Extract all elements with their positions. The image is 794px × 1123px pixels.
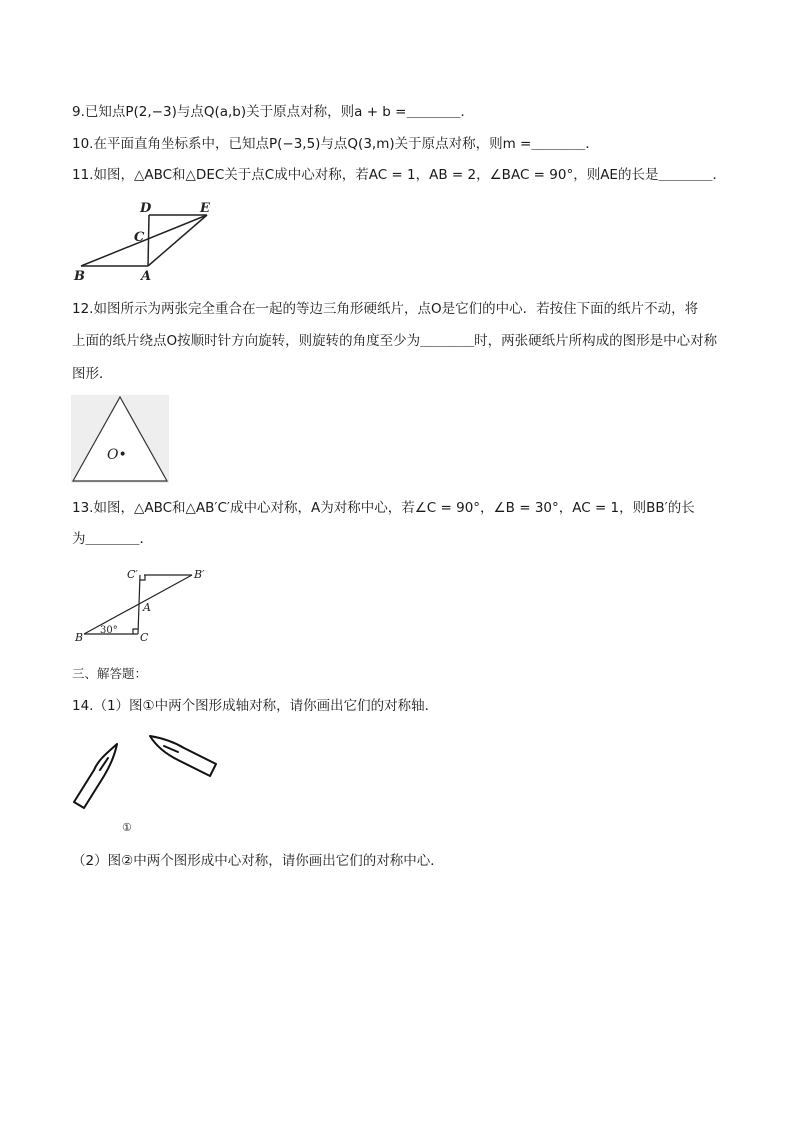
boat-stripe-right [164, 746, 178, 752]
label-a: A [143, 601, 151, 614]
label-c-prime: C′ [127, 568, 138, 581]
figure-q12 [71, 395, 169, 483]
question-9: 9.已知点P(2,−3)与点Q(a,b)关于原点对称，则a + b =＿＿＿＿． [72, 104, 474, 120]
question-11: 11.如图，△ABC和△DEC关于点C成中心对称，若AC = 1，AB = 2，∠BAC = 90°，则AE的长是＿＿＿＿． [72, 167, 726, 183]
figure-q14-1 [70, 732, 230, 832]
label-b: B [75, 631, 84, 644]
segment-ae [148, 215, 207, 266]
figure-label-1: ① [122, 821, 132, 832]
question-14-part-2: （2）图②中两个图形成中心对称，请你画出它们的对称中心． [72, 853, 444, 869]
label-a: A [141, 269, 152, 284]
question-12-line-3: 图形． [72, 366, 113, 382]
label-c: C [140, 631, 149, 644]
label-c: C [134, 230, 145, 245]
label-o: O• [107, 447, 127, 463]
figure-q11 [68, 198, 228, 288]
label-d: D [140, 201, 152, 216]
figure-q13 [72, 565, 222, 647]
question-13-line-2: 为＿＿＿＿． [72, 531, 153, 547]
label-angle: 30° [100, 625, 118, 636]
question-10: 10.在平面直角坐标系中，已知点P(−3,5)与点Q(3,m)关于原点对称，则m =＿＿＿＿． [72, 136, 599, 152]
right-angle-mark-cprime [140, 575, 145, 580]
boat-shape-right [150, 736, 216, 776]
segment-ad [148, 215, 149, 266]
question-12-line-2: 上面的纸片绕点O按顺时针方向旋转，则旋转的角度至少为＿＿＿＿时，两张硬纸片所构成的图形是中心对称 [72, 333, 718, 349]
label-e: E [200, 201, 210, 216]
question-14-part-1: 14.（1）图①中两个图形成轴对称，请你画出它们的对称轴． [72, 698, 439, 714]
question-13-line-1: 13.如图，△ABC和△AB′C′成中心对称，A为对称中心，若∠C = 90°，∠B = 30°，AC = 1，则BB′的长 [72, 500, 695, 516]
section-3-heading: 三、解答题： [72, 666, 148, 681]
question-12-line-1: 12.如图所示为两张完全重合在一起的等边三角形硬纸片，点O是它们的中心．若按住下面的纸片不动，将 [72, 301, 699, 317]
label-b-prime: B′ [194, 568, 205, 581]
right-angle-mark-c [133, 629, 138, 634]
boat-shape-left [74, 744, 117, 808]
label-b: B [74, 269, 85, 284]
